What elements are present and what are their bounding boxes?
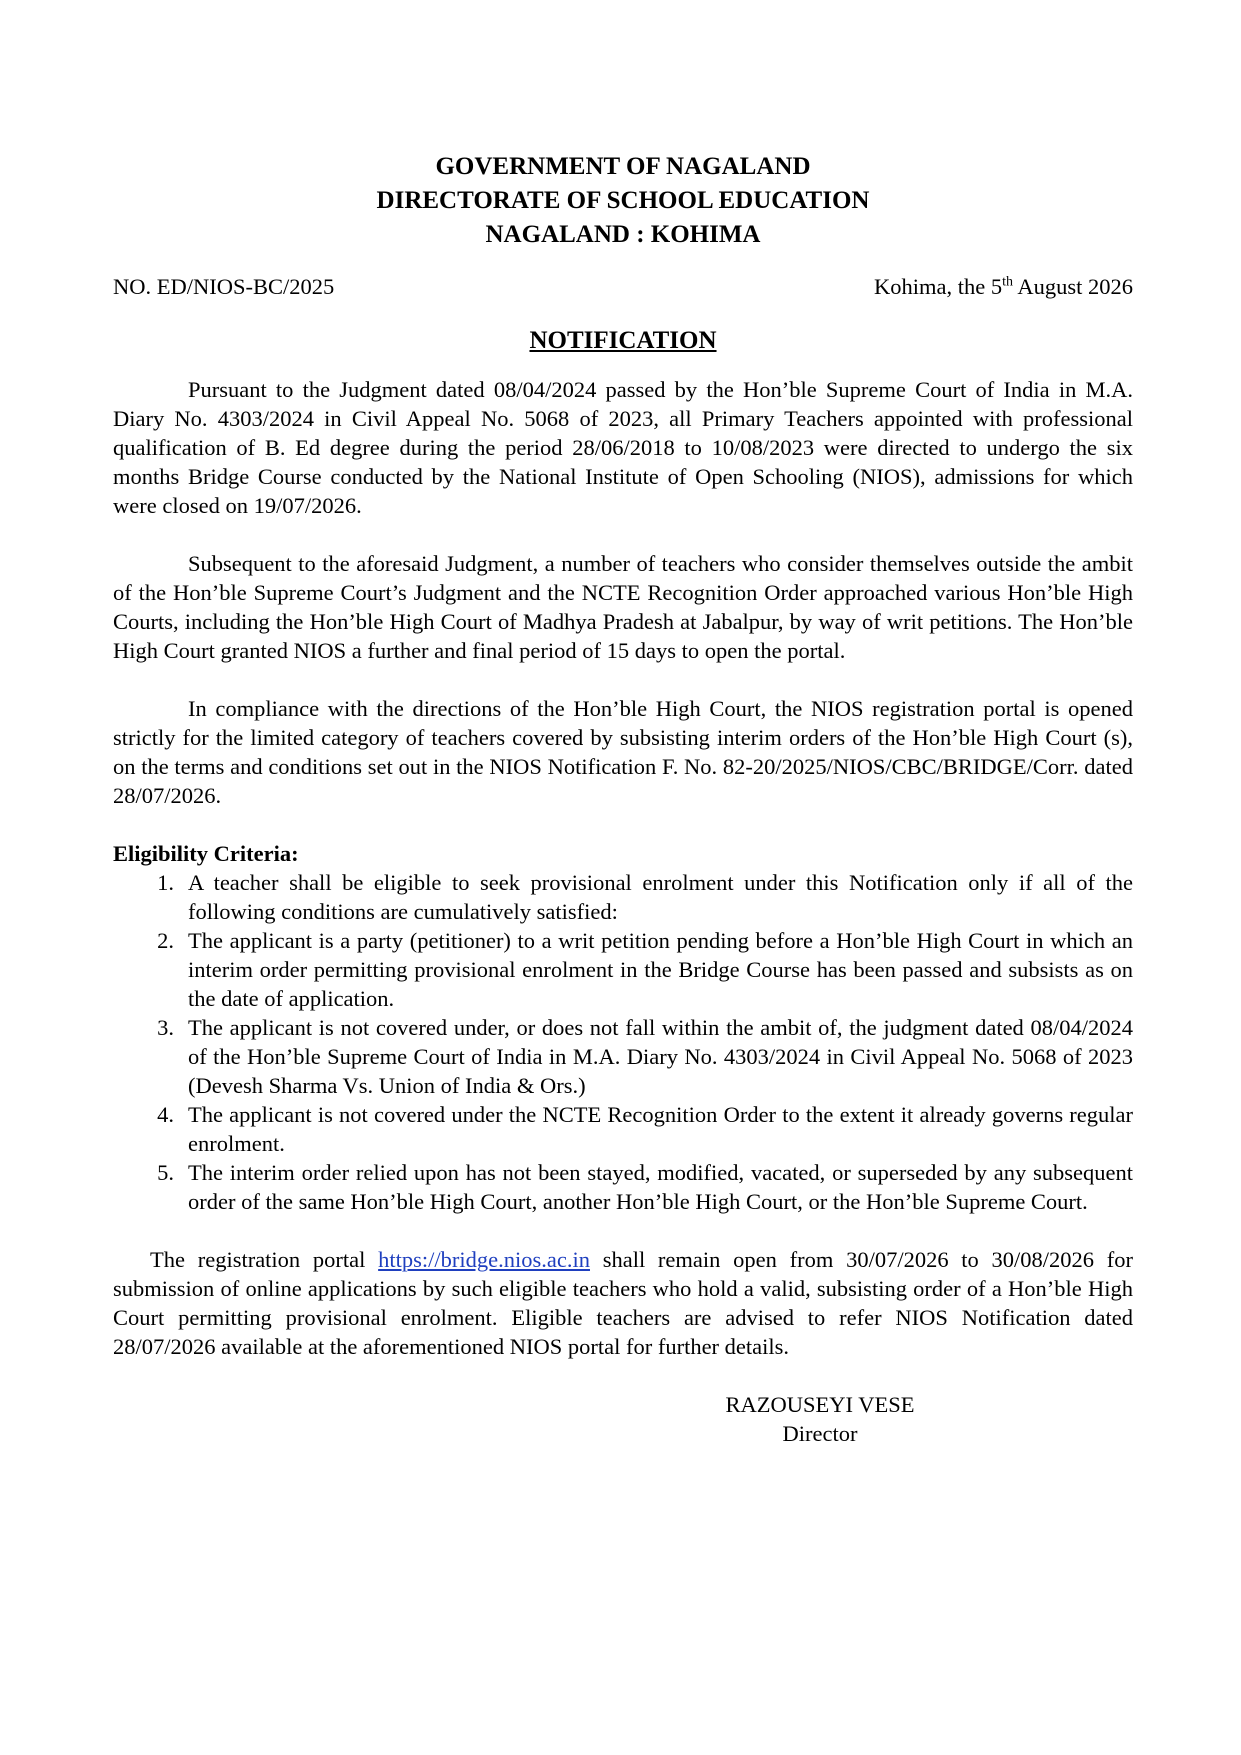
list-item-text: The applicant is a party (petitioner) to a writ petition pending before a Hon’ble High Court in which an interim order permitting provisional enrolment in the Bridge Course has been passed and subsists as on the date of application.	[188, 928, 1133, 1011]
document-title: NOTIFICATION	[529, 327, 717, 354]
list-item	[113, 868, 1133, 926]
issue-date-ordinal: th	[1002, 274, 1013, 290]
reference-number: NO. ED/NIOS-BC/2025	[113, 274, 335, 299]
letterhead-location: NAGALAND : KOHIMA	[485, 221, 761, 248]
issue-date-prefix: Kohima, the 5	[873, 274, 1003, 299]
notification-document	[113, 150, 1133, 1448]
paragraph-portal	[113, 1245, 1133, 1361]
eligibility-heading: Eligibility Criteria:	[113, 841, 299, 866]
paragraph-high-courts: Subsequent to the aforesaid Judgment, a number of teachers who consider themselves outside the ambit of the Hon’ble Supreme Court’s Judgment and the NCTE Recognition Order approached various Hon’ble High Courts, including the Hon’ble High Court of Madhya Pradesh at Jabalpur, by way of writ petitions. The Hon’ble High Court granted NIOS a further and final period of 15 days to open the portal.	[113, 551, 1133, 663]
reference-line	[113, 272, 1133, 301]
list-item	[113, 1100, 1133, 1158]
letterhead-directorate: DIRECTORATE OF SCHOOL EDUCATION	[376, 187, 870, 214]
paragraph-judgment: Pursuant to the Judgment dated 08/04/2024 passed by the Hon’ble Supreme Court of India in M.A. Diary No. 4303/2024 in Civil Appeal No. 5068 of 2023, all Primary Teachers appointed with professional qualification of B. Ed degree during the period 28/06/2018 to 10/08/2023 were directed to undergo the six months Bridge Course conducted by the National Institute of Open Schooling (NIOS), admissions for which were closed on 19/07/2026.	[113, 377, 1133, 518]
list-item-text: The interim order relied upon has not been stayed, modified, vacated, or superseded by any subsequent order of the same Hon’ble High Court, another Hon’ble High Court, or the Hon’ble Supreme Court.	[188, 1160, 1133, 1214]
portal-text-before: The registration portal	[150, 1247, 379, 1272]
portal-text-after: shall remain open from 30/07/2026 to 30/08/2026 for submission of online applications by such eligible teachers who hold a valid, subsisting order of a Hon’ble High Court permitting provisional enrolment. Eligible teachers are advised to refer NIOS Notification dated 28/07/2026 available at the aforementioned NIOS portal for further details.	[113, 1247, 1133, 1359]
portal-link[interactable]: https://bridge.nios.ac.in	[378, 1247, 590, 1272]
list-item	[113, 1013, 1133, 1100]
list-item-number: 2.	[157, 928, 174, 953]
letterhead-government: GOVERNMENT OF NAGALAND	[435, 153, 811, 180]
list-item-text: A teacher shall be eligible to seek provisional enrolment under this Notification only if all of the following conditions are cumulatively satisfied:	[188, 870, 1133, 924]
list-item-text: The applicant is not covered under the NCTE Recognition Order to the extent it already governs regular enrolment.	[188, 1102, 1133, 1156]
signatory-name: RAZOUSEYI VESE	[725, 1392, 915, 1417]
list-item-text: The applicant is not covered under, or does not fall within the ambit of, the judgment dated 08/04/2024 of the Hon’ble Supreme Court of India in M.A. Diary No. 4303/2024 in Civil Appeal No. 5068 of 2023 (Devesh Sharma Vs. Union of India & Ors.)	[188, 1015, 1133, 1098]
letterhead	[113, 150, 1133, 252]
signatory-designation: Director	[782, 1421, 858, 1446]
issue-date-suffix: August 2026	[1012, 274, 1133, 299]
list-item	[113, 1158, 1133, 1216]
list-item-number: 3.	[157, 1015, 174, 1040]
issue-date	[874, 272, 1133, 301]
paragraph-compliance: In compliance with the directions of the Hon’ble High Court, the NIOS registration portal is opened strictly for the limited category of teachers covered by subsisting interim orders of the Hon’ble High Court (s), on the terms and conditions set out in the NIOS Notification F. No. 82-20/2025/NIOS/CBC/BRIDGE/Corr. dated 28/07/2026.	[113, 696, 1133, 808]
list-item-number: 4.	[157, 1102, 174, 1127]
signature-block	[700, 1390, 940, 1448]
eligibility-list	[113, 868, 1133, 1216]
list-item-number: 1.	[157, 870, 174, 895]
list-item-number: 5.	[157, 1160, 174, 1185]
list-item	[113, 926, 1133, 1013]
